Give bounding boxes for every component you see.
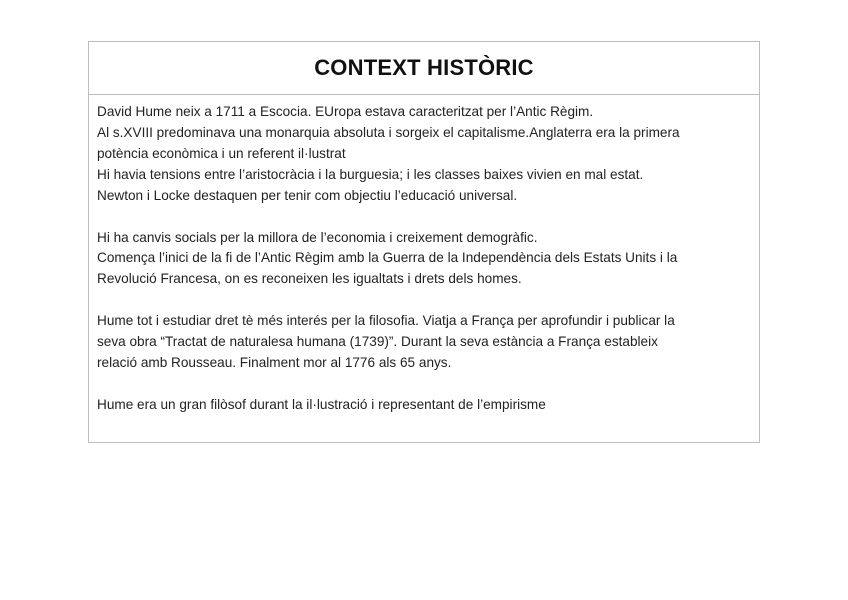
text-line: Hi havia tensions entre l’aristocràcia i la burguesia; i les classes baixes vivien en mal estat. bbox=[97, 166, 644, 182]
text-line: Comença l’inici de la fi de l’Antic Règim amb la Guerra de la Independència dels Estats Units i la bbox=[97, 250, 678, 266]
text-line: Hi ha canvis socials per la millora de l’economia i creixement demogràfic. bbox=[97, 229, 538, 245]
text-line: David Hume neix a 1711 a Escocia. EUropa estava caracteritzat per l’Antic Règim. bbox=[97, 104, 594, 119]
text-line: seva obra “Tractat de naturalesa humana (1739)”. Durant la seva estància a França estableix bbox=[97, 334, 658, 350]
text-cell bbox=[89, 95, 759, 416]
paragraph-conclusion bbox=[97, 395, 751, 416]
paragraph-biography bbox=[97, 311, 751, 374]
text-line: Revolució Francesa, on es reconeixen les igualtats i drets dels homes. bbox=[97, 271, 522, 287]
text-line: Newton i Locke destaquen per tenir com objectiu l’educació universal. bbox=[97, 187, 518, 203]
context-table bbox=[88, 41, 760, 443]
title-cell bbox=[89, 42, 759, 95]
text-line: Hume era un gran filòsof durant la il·lustració i representant de l’empirisme bbox=[97, 396, 546, 412]
page-title: CONTEXT HISTÒRIC bbox=[314, 55, 534, 80]
paragraph-social-changes bbox=[97, 228, 751, 291]
paragraph-context bbox=[97, 102, 751, 207]
text-line: potència econòmica i un referent il·lustrat bbox=[97, 145, 346, 161]
text-line: relació amb Rousseau. Finalment mor al 1776 als 65 anys. bbox=[97, 355, 452, 371]
text-line: Hume tot i estudiar dret tè més interés per la filosofia. Viatja a França per aprofundir i publicar la bbox=[97, 313, 675, 329]
text-line: Al s.XVIII predominava una monarquia absoluta i sorgeix el capitalisme.Anglaterra era la primera bbox=[97, 124, 680, 140]
